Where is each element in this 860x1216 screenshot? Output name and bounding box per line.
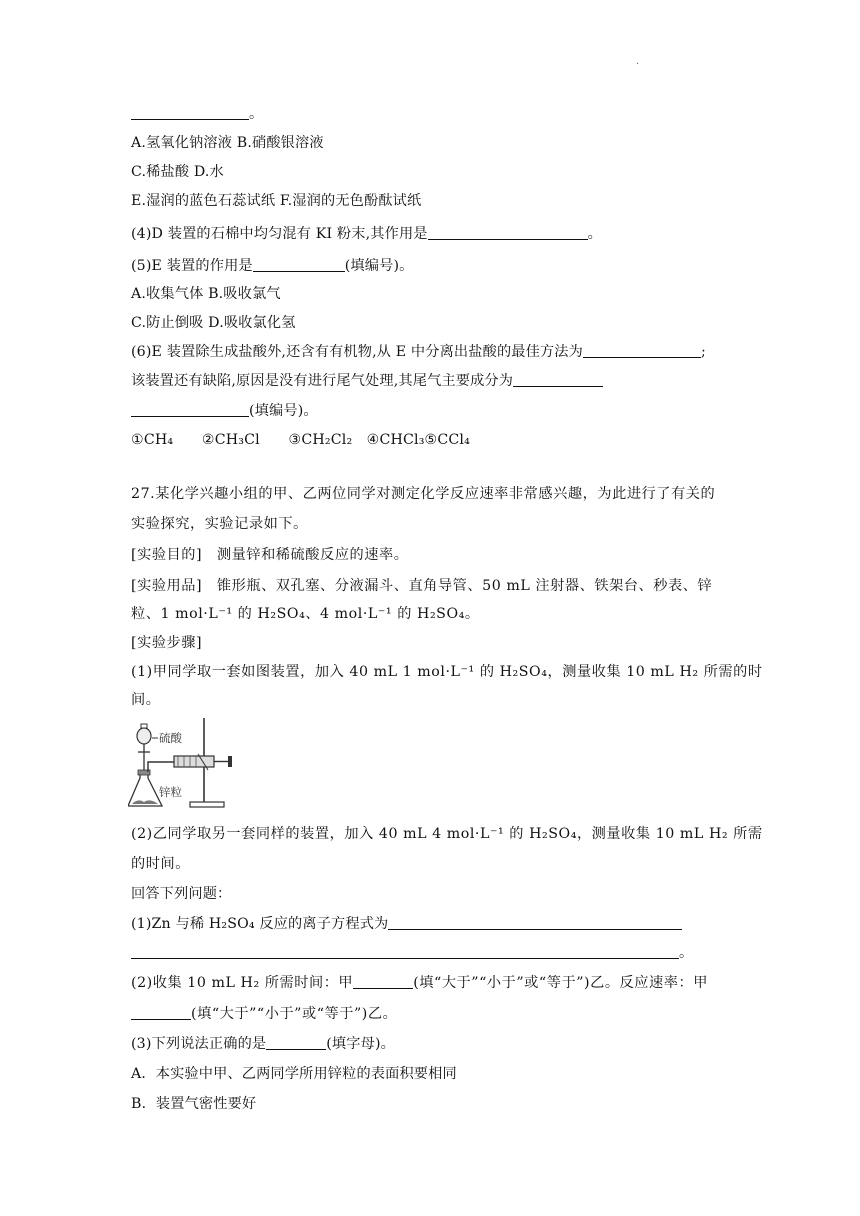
- answer-blank[interactable]: [253, 257, 345, 272]
- answer-blank[interactable]: [131, 1005, 191, 1020]
- answer-blank[interactable]: [428, 225, 588, 240]
- q27-answer1-line2: 。: [131, 943, 693, 963]
- q27-intro-1: 27.某化学兴趣小组的甲、乙两位同学对测定化学反应速率非常感兴趣，为此进行了有关的: [131, 486, 716, 502]
- answer-blank[interactable]: [131, 944, 679, 959]
- answer-blank[interactable]: [583, 343, 701, 358]
- q27-step1-1: (1)甲同学取一套如图装置，加入 40 mL 1 mol·L⁻¹ 的 H₂SO₄，测量收集 10 mL H₂ 所需的时: [131, 664, 763, 680]
- q26-option-ab: A.氢氧化钠溶液 B.硝酸银溶液: [131, 135, 324, 151]
- label-sulfuric-acid: 硫酸: [159, 731, 182, 745]
- funnel-stopper: [141, 724, 147, 728]
- q27-answer2-line2: (填“大于”“小于”或“等于”)乙。: [131, 1004, 397, 1024]
- funnel-bulb: [137, 728, 151, 744]
- answer-blank[interactable]: [353, 974, 413, 989]
- q27-option-b: B．装置气密性要好: [131, 1096, 257, 1112]
- q27-materials-1: [实验用品] 锥形瓶、双孔塞、分液漏斗、直角导管、50 mL 注射器、铁架台、秒表、锌: [131, 578, 713, 594]
- q27-answer-prompt: 回答下列问题：: [131, 886, 232, 902]
- stand-base: [190, 802, 224, 807]
- q27-intro-2: 实验探究，实验记录如下。: [131, 516, 308, 532]
- answer-blank[interactable]: [131, 402, 249, 417]
- delivery-tube: [148, 762, 174, 772]
- answer-blank[interactable]: [131, 105, 249, 120]
- answer-blank[interactable]: [266, 1035, 326, 1050]
- q26-part6-choices: ①CH₄ ②CH₃Cl ③CH₂Cl₂ ④CHCl₃⑤CCl₄: [131, 432, 470, 448]
- q26-part6-line2: 该装置还有缺陷,原因是没有进行尾气处理,其尾气主要成分为: [131, 371, 603, 391]
- answer-blank[interactable]: [388, 915, 682, 930]
- q27-answer1-line1: (1)Zn 与稀 H₂SO₄ 反应的离子方程式为: [131, 914, 682, 934]
- header-mark: .: [636, 56, 640, 67]
- q26-part6-line3: (填编号)。: [131, 401, 318, 421]
- q26-part4: (4)D 装置的石棉中均匀混有 KI 粉末,其作用是 。: [131, 226, 602, 242]
- apparatus-figure: [128, 714, 240, 812]
- q26-option-ef: E.湿润的蓝色石蕊试纸 F.湿润的无色酚酞试纸: [131, 193, 422, 209]
- q27-purpose: [实验目的] 测量锌和稀硫酸反应的速率。: [131, 547, 409, 563]
- q27-step2-1: (2)乙同学取另一套同样的装置，加入 40 mL 4 mol·L⁻¹ 的 H₂SO₄，测量收集 10 mL H₂ 所需: [131, 826, 763, 842]
- q27-answer3: (3)下列说法正确的是 (填字母)。: [131, 1036, 395, 1052]
- q27-materials-2: 粒、1 mol·L⁻¹ 的 H₂SO₄、4 mol·L⁻¹ 的 H₂SO₄。: [131, 606, 480, 622]
- q26-part5-option-cd: C.防止倒吸 D.吸收氯化氢: [131, 315, 296, 331]
- q27-step2-2: 的时间。: [131, 856, 190, 872]
- q27-option-a: A．本实验中甲、乙两同学所用锌粒的表面积要相同: [131, 1066, 457, 1082]
- answer-blank[interactable]: [513, 372, 603, 387]
- apparatus-diagram: [128, 714, 240, 812]
- q27-answer2-line1: (2)收集 10 mL H₂ 所需时间：甲 (填“大于”“小于”或“等于”)乙。反应速率：甲: [131, 975, 708, 991]
- q26-blank-line: 。: [131, 104, 263, 124]
- q26-part5-option-ab: A.收集气体 B.吸收氯气: [131, 286, 281, 302]
- conical-flask: [128, 772, 162, 806]
- q26-part6: (6)E 装置除生成盐酸外,还含有有机物,从 E 中分离出盐酸的最佳方法为 ;: [131, 344, 706, 360]
- q26-option-cd: C.稀盐酸 D.水: [131, 164, 224, 180]
- syringe-barrel: [174, 756, 214, 767]
- label-zinc-granules: 锌粒: [159, 785, 182, 799]
- q26-part5: (5)E 装置的作用是 (填编号)。: [131, 258, 414, 274]
- plunger-handle: [228, 756, 232, 767]
- q27-steps-heading: [实验步骤]: [131, 635, 203, 651]
- q27-step1-2: 间。: [131, 692, 161, 708]
